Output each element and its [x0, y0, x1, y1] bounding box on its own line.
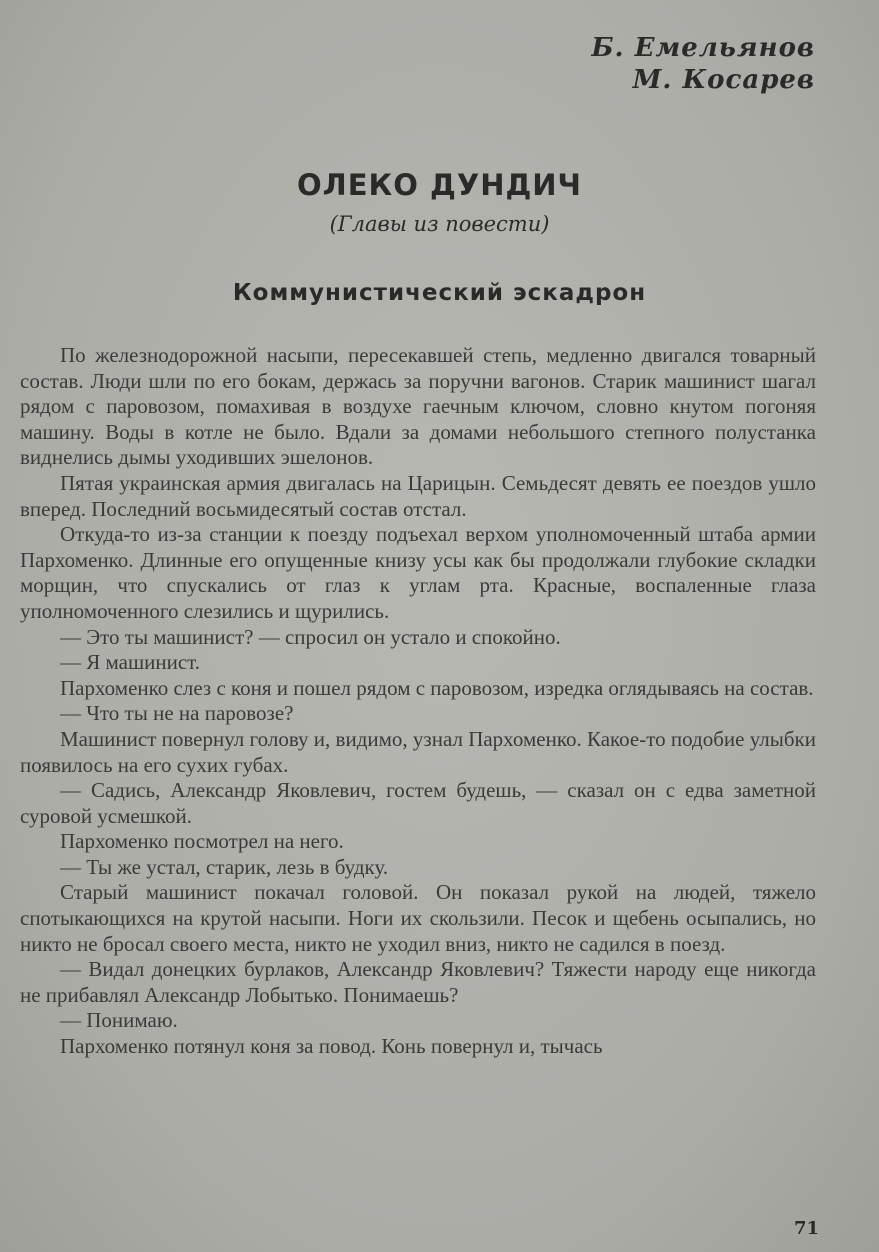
paragraph: — Садись, Александр Яковлевич, гостем будешь, — сказал он с едва заметной суровой усмешкой.	[20, 778, 816, 828]
story-subtitle: (Главы из повести)	[329, 212, 550, 236]
paragraph: — Это ты машинист? — спросил он устало и спокойно.	[60, 624, 561, 649]
paragraph: Откуда-то из-за станции к поезду подъехал верхом уполномоченный штаба армии Пархоменко. Длинные его опущенные книзу усы как бы продолжали глубокие складки морщин, что спускались от глаз к углам рта. Красные, воспаленные глаза уполномоченного слезились и щурились.	[20, 522, 816, 623]
author-name: М. Косарев	[632, 65, 815, 95]
author-name: Б. Емельянов	[591, 33, 815, 63]
section-heading: Коммунистический эскадрон	[232, 280, 647, 306]
paragraph: — Понимаю.	[60, 1008, 178, 1033]
paragraph: Пархоменко потянул коня за повод. Конь повернул и, тычась	[60, 1034, 603, 1059]
paragraph: — Ты же устал, старик, лезь в будку.	[60, 854, 389, 879]
body-text	[20, 343, 816, 1060]
paragraph: Машинист повернул голову и, видимо, узнал Пархоменко. Какое-то подобие улыбки появилось на его сухих губах.	[20, 726, 816, 777]
paragraph: Пархоменко слез с коня и пошел рядом с паровозом, изредка оглядываясь на состав.	[60, 675, 814, 700]
page-number: 71	[793, 1218, 819, 1239]
paragraph: По железнодорожной насыпи, пересекавшей степь, медленно двигался товарный состав. Люди шли по его бокам, держась за поручни вагонов. Старик машинист шагал рядом с паровозом, помахивая в воздухе гаечным ключом, словно кнутом погоняя машину. Воды в котле не было. Вдали за домами небольшого степного полустанка виднелись дымы уходивших эшелонов.	[20, 343, 816, 470]
authors-block	[591, 32, 815, 96]
paragraph: Пархоменко посмотрел на него.	[60, 829, 344, 854]
paragraph: Пятая украинская армия двигалась на Царицын. Семьдесят девять ее поездов ушло вперед. Последний восьмидесятый состав отстал.	[20, 470, 816, 521]
paragraph: — Видал донецких бурлаков, Александр Яковлевич? Тяжести народу еще никогда не прибавлял Александр Лобытько. Понимаешь?	[20, 957, 816, 1007]
paragraph: — Я машинист.	[60, 650, 201, 675]
paragraph: — Что ты не на паровозе?	[60, 701, 294, 726]
paragraph: Старый машинист покачал головой. Он показал рукой на людей, тяжело спотыкающихся на крутой насыпи. Ноги их скользили. Песок и щебень осыпались, но никто не бросал своего места, никто не уходил вниз, никто не садился в поезд.	[20, 880, 816, 956]
story-title: ОЛЕКО ДУНДИЧ	[297, 168, 582, 202]
